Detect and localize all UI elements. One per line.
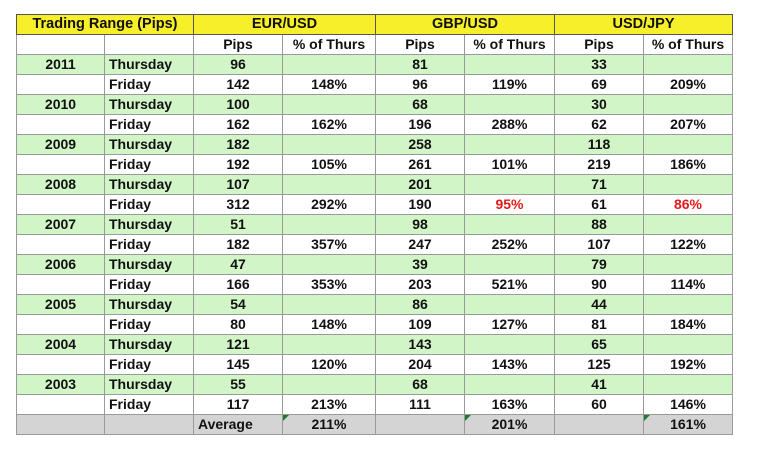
- table-row: [17, 375, 733, 395]
- eurusd-pips-cell: 55: [194, 375, 283, 395]
- blank-cell: [17, 35, 105, 55]
- table-title: Trading Range (Pips): [17, 15, 194, 35]
- table-row: [17, 195, 733, 215]
- eurusd-pct-cell: [283, 95, 376, 115]
- usdjpy-pct-cell: [644, 55, 733, 75]
- year-cell: [17, 195, 105, 215]
- pips-column-header: Pips: [194, 35, 283, 55]
- table-row: [17, 295, 733, 315]
- day-cell: Friday: [105, 155, 194, 175]
- day-cell: Thursday: [105, 375, 194, 395]
- usdjpy-pct-cell: 209%: [644, 75, 733, 95]
- blank-cell: [376, 415, 465, 435]
- usdjpy-pct-cell: [644, 335, 733, 355]
- gbpusd-pct-cell: 163%: [465, 395, 555, 415]
- year-cell: [17, 235, 105, 255]
- eurusd-pct-cell: [283, 55, 376, 75]
- table-row: [17, 315, 733, 335]
- usdjpy-pips-cell: 107: [555, 235, 644, 255]
- table-row: [17, 355, 733, 375]
- usdjpy-pct-cell: 146%: [644, 395, 733, 415]
- eurusd-pips-cell: 162: [194, 115, 283, 135]
- day-cell: Friday: [105, 115, 194, 135]
- gbpusd-pips-cell: 196: [376, 115, 465, 135]
- average-gbpusd: 201%: [465, 415, 555, 435]
- table-row: [17, 175, 733, 195]
- table-row: [17, 95, 733, 115]
- subheader-row: [17, 35, 733, 55]
- usdjpy-pct-cell: [644, 375, 733, 395]
- year-cell: [17, 155, 105, 175]
- year-cell: 2010: [17, 95, 105, 115]
- usdjpy-pips-cell: 30: [555, 95, 644, 115]
- blank-cell: [17, 415, 105, 435]
- eurusd-pct-cell: [283, 255, 376, 275]
- usdjpy-pct-cell: 114%: [644, 275, 733, 295]
- day-cell: Thursday: [105, 135, 194, 155]
- usdjpy-pct-cell: [644, 135, 733, 155]
- usdjpy-pips-cell: 41: [555, 375, 644, 395]
- average-row: [17, 415, 733, 435]
- usdjpy-pips-cell: 65: [555, 335, 644, 355]
- table-row: [17, 75, 733, 95]
- gbpusd-pct-cell: 101%: [465, 155, 555, 175]
- gbpusd-pct-cell: [465, 175, 555, 195]
- average-eurusd: 211%: [283, 415, 376, 435]
- average-label: Average: [194, 415, 283, 435]
- table-row: [17, 215, 733, 235]
- year-cell: 2005: [17, 295, 105, 315]
- eurusd-pct-cell: [283, 375, 376, 395]
- pct-column-header: % of Thurs: [283, 35, 376, 55]
- gbpusd-pct-cell: 119%: [465, 75, 555, 95]
- eurusd-pips-cell: 47: [194, 255, 283, 275]
- eurusd-pips-cell: 100: [194, 95, 283, 115]
- gbpusd-pct-cell: [465, 295, 555, 315]
- gbpusd-pct-cell: 127%: [465, 315, 555, 335]
- usdjpy-pips-cell: 33: [555, 55, 644, 75]
- eurusd-pips-cell: 312: [194, 195, 283, 215]
- gbpusd-pct-cell: [465, 215, 555, 235]
- usdjpy-pct-cell: [644, 95, 733, 115]
- day-cell: Thursday: [105, 175, 194, 195]
- year-cell: 2009: [17, 135, 105, 155]
- eurusd-pct-cell: 148%: [283, 315, 376, 335]
- eurusd-pips-cell: 142: [194, 75, 283, 95]
- average-usdjpy: 161%: [644, 415, 733, 435]
- eurusd-pips-cell: 145: [194, 355, 283, 375]
- eurusd-pips-cell: 182: [194, 235, 283, 255]
- table-row: [17, 155, 733, 175]
- gbpusd-pips-cell: 68: [376, 95, 465, 115]
- gbpusd-pips-cell: 204: [376, 355, 465, 375]
- eurusd-pips-cell: 107: [194, 175, 283, 195]
- gbpusd-pips-cell: 261: [376, 155, 465, 175]
- eurusd-pct-cell: 162%: [283, 115, 376, 135]
- eurusd-pct-cell: 120%: [283, 355, 376, 375]
- pct-column-header: % of Thurs: [465, 35, 555, 55]
- eurusd-pct-cell: 213%: [283, 395, 376, 415]
- eurusd-pct-cell: [283, 335, 376, 355]
- usdjpy-pips-cell: 69: [555, 75, 644, 95]
- pair-header-usdjpy: USD/JPY: [555, 15, 733, 35]
- gbpusd-pct-cell: 95%: [465, 195, 555, 215]
- gbpusd-pips-cell: 96: [376, 75, 465, 95]
- eurusd-pct-cell: [283, 135, 376, 155]
- gbpusd-pips-cell: 258: [376, 135, 465, 155]
- year-cell: [17, 275, 105, 295]
- eurusd-pct-cell: 148%: [283, 75, 376, 95]
- usdjpy-pips-cell: 90: [555, 275, 644, 295]
- usdjpy-pips-cell: 44: [555, 295, 644, 315]
- usdjpy-pips-cell: 61: [555, 195, 644, 215]
- eurusd-pct-cell: 357%: [283, 235, 376, 255]
- table-row: [17, 135, 733, 155]
- usdjpy-pct-cell: 207%: [644, 115, 733, 135]
- usdjpy-pips-cell: 62: [555, 115, 644, 135]
- eurusd-pct-cell: 292%: [283, 195, 376, 215]
- gbpusd-pips-cell: 98: [376, 215, 465, 235]
- table-row: [17, 275, 733, 295]
- usdjpy-pct-cell: 122%: [644, 235, 733, 255]
- gbpusd-pct-cell: [465, 95, 555, 115]
- year-cell: [17, 315, 105, 335]
- pips-column-header: Pips: [376, 35, 465, 55]
- eurusd-pips-cell: 51: [194, 215, 283, 235]
- eurusd-pips-cell: 80: [194, 315, 283, 335]
- table-row: [17, 335, 733, 355]
- day-cell: Friday: [105, 75, 194, 95]
- eurusd-pct-cell: [283, 295, 376, 315]
- gbpusd-pips-cell: 39: [376, 255, 465, 275]
- table-row: [17, 115, 733, 135]
- blank-cell: [105, 35, 194, 55]
- day-cell: Thursday: [105, 95, 194, 115]
- eurusd-pips-cell: 54: [194, 295, 283, 315]
- eurusd-pips-cell: 182: [194, 135, 283, 155]
- year-cell: 2008: [17, 175, 105, 195]
- day-cell: Friday: [105, 195, 194, 215]
- usdjpy-pct-cell: [644, 215, 733, 235]
- day-cell: Friday: [105, 275, 194, 295]
- year-cell: 2007: [17, 215, 105, 235]
- pips-column-header: Pips: [555, 35, 644, 55]
- year-cell: [17, 115, 105, 135]
- gbpusd-pips-cell: 203: [376, 275, 465, 295]
- usdjpy-pips-cell: 125: [555, 355, 644, 375]
- usdjpy-pct-cell: [644, 295, 733, 315]
- gbpusd-pct-cell: 252%: [465, 235, 555, 255]
- pair-header-gbpusd: GBP/USD: [376, 15, 555, 35]
- trading-range-table: [16, 14, 733, 435]
- gbpusd-pips-cell: 111: [376, 395, 465, 415]
- gbpusd-pct-cell: 288%: [465, 115, 555, 135]
- usdjpy-pct-cell: [644, 175, 733, 195]
- gbpusd-pct-cell: 143%: [465, 355, 555, 375]
- gbpusd-pips-cell: 81: [376, 55, 465, 75]
- usdjpy-pips-cell: 60: [555, 395, 644, 415]
- eurusd-pips-cell: 121: [194, 335, 283, 355]
- day-cell: Friday: [105, 355, 194, 375]
- usdjpy-pips-cell: 88: [555, 215, 644, 235]
- usdjpy-pips-cell: 81: [555, 315, 644, 335]
- eurusd-pct-cell: [283, 215, 376, 235]
- gbpusd-pips-cell: 109: [376, 315, 465, 335]
- year-cell: 2004: [17, 335, 105, 355]
- gbpusd-pct-cell: [465, 55, 555, 75]
- usdjpy-pips-cell: 118: [555, 135, 644, 155]
- year-cell: [17, 395, 105, 415]
- gbpusd-pips-cell: 190: [376, 195, 465, 215]
- year-cell: [17, 75, 105, 95]
- usdjpy-pct-cell: 86%: [644, 195, 733, 215]
- header-row: [17, 15, 733, 35]
- day-cell: Friday: [105, 395, 194, 415]
- pair-header-eurusd: EUR/USD: [194, 15, 376, 35]
- gbpusd-pips-cell: 86: [376, 295, 465, 315]
- day-cell: Thursday: [105, 215, 194, 235]
- day-cell: Friday: [105, 235, 194, 255]
- usdjpy-pct-cell: [644, 255, 733, 275]
- eurusd-pct-cell: [283, 175, 376, 195]
- table-row: [17, 55, 733, 75]
- day-cell: Thursday: [105, 335, 194, 355]
- eurusd-pips-cell: 117: [194, 395, 283, 415]
- eurusd-pips-cell: 166: [194, 275, 283, 295]
- gbpusd-pips-cell: 201: [376, 175, 465, 195]
- usdjpy-pct-cell: 192%: [644, 355, 733, 375]
- year-cell: 2011: [17, 55, 105, 75]
- table-row: [17, 235, 733, 255]
- blank-cell: [555, 415, 644, 435]
- year-cell: 2006: [17, 255, 105, 275]
- gbpusd-pips-cell: 68: [376, 375, 465, 395]
- table-row: [17, 395, 733, 415]
- eurusd-pips-cell: 96: [194, 55, 283, 75]
- gbpusd-pct-cell: [465, 375, 555, 395]
- day-cell: Thursday: [105, 255, 194, 275]
- blank-cell: [105, 415, 194, 435]
- eurusd-pips-cell: 192: [194, 155, 283, 175]
- pct-column-header: % of Thurs: [644, 35, 733, 55]
- year-cell: [17, 355, 105, 375]
- usdjpy-pips-cell: 219: [555, 155, 644, 175]
- usdjpy-pct-cell: 184%: [644, 315, 733, 335]
- year-cell: 2003: [17, 375, 105, 395]
- gbpusd-pct-cell: [465, 255, 555, 275]
- usdjpy-pct-cell: 186%: [644, 155, 733, 175]
- eurusd-pct-cell: 353%: [283, 275, 376, 295]
- usdjpy-pips-cell: 71: [555, 175, 644, 195]
- table-row: [17, 255, 733, 275]
- gbpusd-pips-cell: 247: [376, 235, 465, 255]
- day-cell: Friday: [105, 315, 194, 335]
- day-cell: Thursday: [105, 295, 194, 315]
- gbpusd-pct-cell: [465, 335, 555, 355]
- gbpusd-pips-cell: 143: [376, 335, 465, 355]
- usdjpy-pips-cell: 79: [555, 255, 644, 275]
- gbpusd-pct-cell: 521%: [465, 275, 555, 295]
- gbpusd-pct-cell: [465, 135, 555, 155]
- day-cell: Thursday: [105, 55, 194, 75]
- eurusd-pct-cell: 105%: [283, 155, 376, 175]
